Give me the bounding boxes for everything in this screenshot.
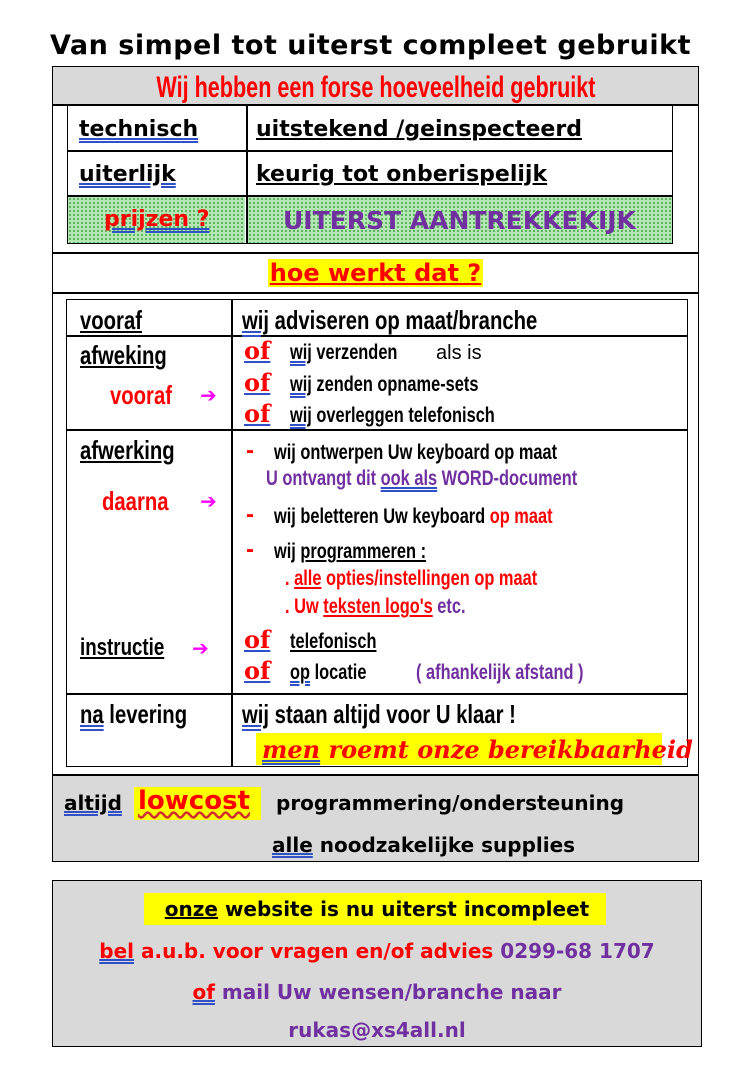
page-title: Van simpel tot uiterst compleet gebruikt	[50, 30, 691, 61]
wij-text: wij	[290, 341, 312, 364]
locatie-text	[290, 661, 366, 685]
divider	[66, 693, 688, 695]
instructie-label: instructie	[80, 634, 165, 661]
telefonisch-text: telefonisch	[290, 630, 377, 653]
of-part: of	[192, 980, 215, 1004]
supplies-part: noodzakelijke supplies	[319, 833, 576, 857]
ontvangt-text	[266, 467, 577, 491]
klaar-part: staan altijd voor U klaar !	[274, 699, 516, 729]
divider	[231, 299, 233, 767]
opties-part: opties/instellingen op maat	[325, 567, 538, 590]
arrow-icon: ➔	[192, 636, 209, 660]
afweking-option-1-extra: als is	[436, 342, 482, 364]
altijd-text	[64, 791, 122, 815]
wij-text: wij	[290, 373, 312, 396]
afweking-option-1	[290, 341, 397, 365]
of-marker: of	[244, 399, 271, 428]
beletteren-part: op maat	[489, 505, 553, 528]
vooraf-label: vooraf	[80, 305, 142, 335]
divider	[53, 252, 698, 254]
beletteren-text	[274, 505, 553, 529]
divider	[67, 150, 673, 152]
na-part: na	[80, 699, 104, 729]
phone-number[interactable]: 0299-68 1707	[500, 939, 655, 963]
how-heading: hoe werkt dat ?	[269, 259, 482, 287]
altijd-part: altijd	[64, 791, 122, 815]
programmeren-part: programmeren :	[300, 540, 427, 563]
how-heading-wrap	[53, 259, 698, 287]
of-marker: of	[244, 368, 271, 397]
afweking-option-3	[290, 404, 495, 428]
divider	[53, 292, 698, 294]
afstand-text: ( afhankelijk afstand )	[416, 661, 584, 684]
bullet-dot: .	[285, 567, 290, 590]
quality-value-prijzen: UITERST AANTREKKEKIJK	[283, 206, 636, 235]
website-line	[52, 897, 702, 921]
vooraf-text: wij adviseren op maat/branche	[242, 305, 538, 335]
divider	[66, 429, 688, 431]
vooraf-wij: wij	[242, 305, 270, 335]
bullet-dot: .	[285, 595, 290, 618]
bel-part: bel	[99, 939, 135, 963]
roemt-part: men	[262, 735, 321, 764]
beletteren-part: wij beletteren Uw keyboard	[274, 505, 486, 528]
lowcost-text: lowcost	[138, 786, 250, 816]
programmeren-part: wij	[274, 540, 296, 563]
teksten-part: Uw	[294, 595, 319, 618]
email-address[interactable]: rukas@xs4all.nl	[288, 1018, 466, 1042]
vragen-part: a.u.b. voor vragen en/of advies	[140, 939, 494, 963]
dash-bullet: -	[246, 437, 254, 464]
teksten-part: teksten logo's	[323, 595, 433, 618]
header-banner: Wij hebben een forse hoeveelheid gebruikt	[155, 71, 596, 104]
bel-line	[52, 939, 702, 963]
klaar-part: wij	[242, 699, 270, 729]
locatie-part: op	[290, 661, 311, 684]
header-banner-wrap	[53, 71, 698, 105]
vooraf-arrow-label: vooraf	[110, 380, 172, 410]
alle-part: alle	[272, 833, 313, 857]
teksten-text	[285, 595, 466, 619]
programmeren-text	[274, 540, 426, 564]
locatie-part: locatie	[314, 661, 367, 684]
quality-value-uiterlijk: keurig tot onberispelijk	[256, 162, 548, 187]
klaar-text	[242, 699, 516, 730]
roemt-part: roemt onze bereikbaarheid	[328, 735, 693, 764]
programmering-text: programmering/ondersteuning	[276, 791, 625, 815]
opties-part: alle	[294, 567, 322, 590]
roemt-text	[262, 735, 693, 764]
quality-label-technisch: technisch	[79, 117, 199, 142]
quality-value-technisch: uitstekend /geinspecteerd	[256, 117, 582, 142]
of-marker: of	[244, 656, 271, 685]
daarna-label: daarna	[102, 486, 169, 516]
option-text: verzenden	[316, 341, 398, 364]
of-marker: of	[244, 336, 271, 365]
mail-line	[52, 980, 702, 1004]
afwerking-label: afwerking	[80, 435, 175, 465]
levering-part: levering	[109, 699, 188, 729]
ontwerp-text: wij ontwerpen Uw keyboard op maat	[274, 441, 558, 464]
ontvangt-part: ook als	[380, 467, 438, 490]
wij-text: wij	[290, 404, 312, 427]
supplies-text	[272, 833, 575, 857]
onze-part: onze	[164, 897, 218, 921]
ontvangt-part: U ontvangt dit	[266, 467, 377, 490]
arrow-icon: ➔	[200, 489, 217, 513]
afweking-option-2	[290, 373, 478, 397]
website-part: website is nu uiterst incompleet	[224, 897, 590, 921]
afweking-label: afweking	[80, 340, 167, 370]
dash-bullet: -	[246, 501, 254, 528]
teksten-part: etc.	[437, 595, 466, 618]
of-marker: of	[244, 625, 271, 654]
na-levering-label	[80, 699, 187, 730]
quality-label-uiterlijk: uiterlijk	[79, 162, 176, 187]
option-text: zenden opname-sets	[316, 373, 479, 396]
arrow-icon: ➔	[200, 383, 217, 407]
ontvangt-part: WORD-document	[441, 467, 578, 490]
opties-text	[285, 567, 537, 591]
quality-label-prijzen: prijzen ?	[104, 207, 210, 232]
option-text: overleggen telefonisch	[316, 404, 495, 427]
dash-bullet: -	[246, 536, 254, 563]
mail-part: mail Uw wensen/branche naar	[221, 980, 562, 1004]
